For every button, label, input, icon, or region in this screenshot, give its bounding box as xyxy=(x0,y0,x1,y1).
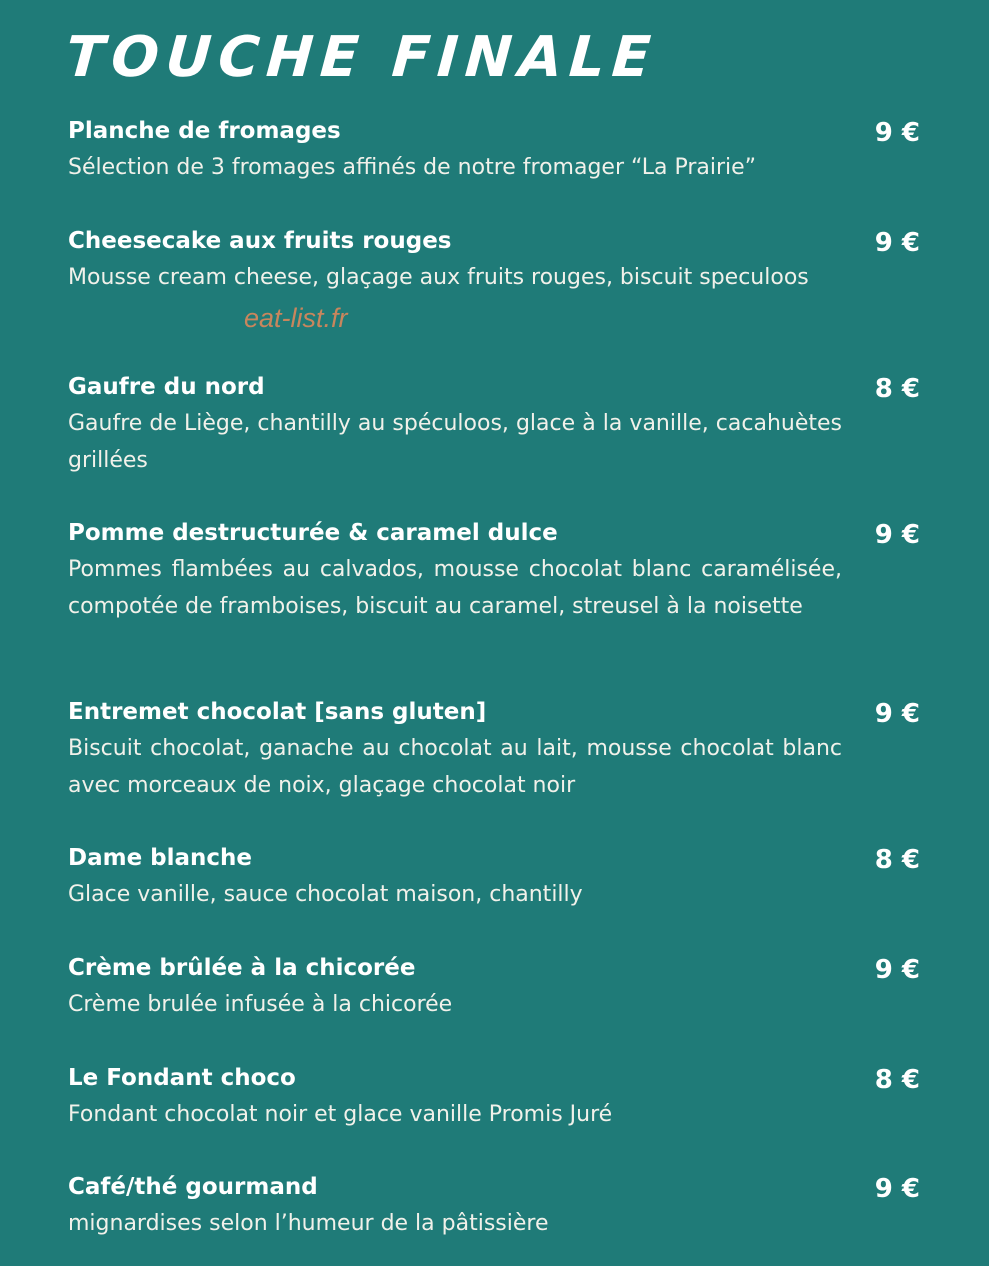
menu-item-name: Le Fondant choco xyxy=(68,1065,296,1091)
menu-item-price: 9 € xyxy=(874,520,920,550)
menu-item-description: Sélection de 3 fromages affinés de notre fromager “La Prairie” xyxy=(68,155,757,180)
menu-item-description: Gaufre de Liège, chantilly au spéculoos, glace à la vanille, cacahuètes grillées xyxy=(68,411,842,473)
menu-item-price: 9 € xyxy=(874,955,920,985)
menu-item-name: Café/thé gourmand xyxy=(68,1174,318,1200)
menu-item-price: 9 € xyxy=(874,118,920,148)
menu-item-description: Crème brulée infusée à la chicorée xyxy=(68,992,453,1017)
menu-item-price: 9 € xyxy=(874,1174,920,1204)
menu-item-name: Planche de fromages xyxy=(68,118,341,144)
menu-item-price: 8 € xyxy=(874,845,920,875)
menu-item-description: Mousse cream cheese, glaçage aux fruits rouges, biscuit speculoos xyxy=(68,265,809,290)
menu-item-name: Crème brûlée à la chicorée xyxy=(68,955,416,981)
menu-item-name: Entremet chocolat [sans gluten] xyxy=(68,699,487,725)
menu-item-name: Pomme destructurée & caramel dulce xyxy=(68,520,558,546)
menu-item-name: Dame blanche xyxy=(68,845,253,871)
watermark: eat-list.fr xyxy=(244,303,348,333)
menu-item-price: 9 € xyxy=(874,228,920,258)
menu-title: TOUCHE FINALE xyxy=(63,25,660,90)
menu-item-name: Cheesecake aux fruits rouges xyxy=(68,228,452,254)
menu-item-description: Pommes flambées au calvados, mousse chocolat blanc caramélisée, compotée de framboises, biscuit au caramel, streusel à la noisette xyxy=(68,557,842,619)
menu-item-description: mignardises selon l’humeur de la pâtissière xyxy=(68,1211,549,1236)
menu-item-price: 8 € xyxy=(874,1065,920,1095)
menu-item-description: Glace vanille, sauce chocolat maison, chantilly xyxy=(68,882,583,907)
menu-item-price: 9 € xyxy=(874,699,920,729)
menu-item-description: Fondant chocolat noir et glace vanille Promis Juré xyxy=(68,1102,613,1127)
menu-item-description: Biscuit chocolat, ganache au chocolat au lait, mousse chocolat blanc avec morceaux de noix, glaçage chocolat noir xyxy=(68,736,842,798)
menu-item-price: 8 € xyxy=(874,374,920,404)
menu-item-name: Gaufre du nord xyxy=(68,374,265,400)
